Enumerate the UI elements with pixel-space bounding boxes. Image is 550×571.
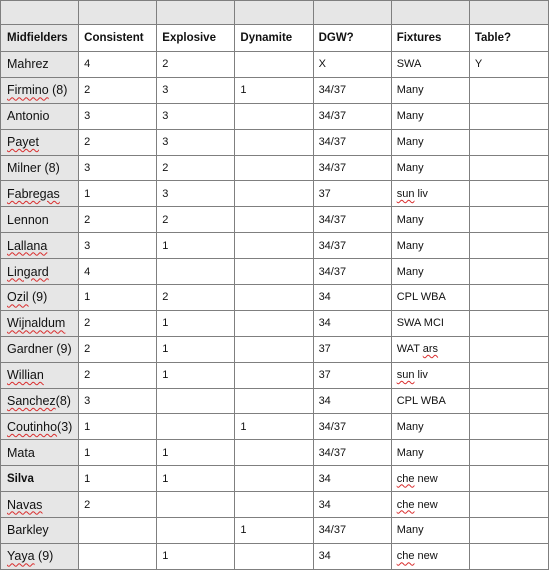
blank-top-row <box>1 1 549 25</box>
table-cell[interactable] <box>469 259 548 285</box>
consistent-cell[interactable]: 1 <box>79 181 157 207</box>
table-row <box>1 259 549 285</box>
player-name-cell[interactable] <box>1 259 79 285</box>
explosive-cell[interactable]: 1 <box>157 362 235 388</box>
dgw-cell[interactable]: 34 <box>313 492 391 518</box>
spellcheck-underline: sun <box>396 369 415 382</box>
fixtures-cell[interactable]: che new <box>391 543 469 569</box>
dynamite-cell[interactable] <box>235 362 313 388</box>
player-name-cell[interactable]: Silva <box>1 466 79 492</box>
dynamite-cell[interactable] <box>235 285 313 311</box>
table-cell[interactable] <box>469 155 548 181</box>
explosive-cell[interactable]: 2 <box>157 207 235 233</box>
consistent-cell[interactable]: 1 <box>79 285 157 311</box>
table-row <box>1 103 549 129</box>
dynamite-cell[interactable] <box>235 440 313 466</box>
explosive-cell[interactable]: 1 <box>157 466 235 492</box>
explosive-cell[interactable] <box>157 388 235 414</box>
spellcheck-underline: Sanchez <box>7 394 56 409</box>
dgw-cell[interactable]: 34/37 <box>313 440 391 466</box>
dynamite-cell[interactable] <box>235 466 313 492</box>
dynamite-cell[interactable]: 1 <box>235 414 313 440</box>
fixtures-cell[interactable]: Many <box>391 414 469 440</box>
fixtures-cell[interactable]: Many <box>391 440 469 466</box>
spellcheck-underline: ars <box>422 343 439 356</box>
table-cell[interactable] <box>469 336 548 362</box>
table-row <box>1 388 549 414</box>
consistent-cell[interactable]: 2 <box>79 129 157 155</box>
consistent-cell[interactable]: 4 <box>79 259 157 285</box>
table-cell[interactable] <box>469 466 548 492</box>
table-row <box>1 181 549 207</box>
fixtures-cell[interactable]: Many <box>391 233 469 259</box>
explosive-cell[interactable] <box>157 518 235 544</box>
spellcheck-underline: che <box>396 472 415 485</box>
spellcheck-underline: sun <box>396 187 415 200</box>
blank-cell[interactable] <box>79 1 157 25</box>
dgw-cell[interactable]: 34/37 <box>313 207 391 233</box>
blank-cell[interactable] <box>469 1 548 25</box>
spellcheck-underline: che <box>396 550 415 563</box>
table-row <box>1 543 549 569</box>
table-row <box>1 362 549 388</box>
table-cell[interactable] <box>469 518 548 544</box>
dynamite-cell[interactable]: 1 <box>235 518 313 544</box>
dynamite-cell[interactable] <box>235 155 313 181</box>
table-cell[interactable] <box>469 77 548 103</box>
player-name-cell[interactable] <box>1 129 79 155</box>
table-row <box>1 233 549 259</box>
table-cell[interactable] <box>469 285 548 311</box>
table-row <box>1 207 549 233</box>
explosive-cell[interactable]: 3 <box>157 129 235 155</box>
dynamite-cell[interactable] <box>235 233 313 259</box>
table-cell[interactable] <box>469 129 548 155</box>
dynamite-cell[interactable] <box>235 129 313 155</box>
player-name-cell[interactable]: Yaya (9) <box>1 543 79 569</box>
explosive-cell[interactable] <box>157 492 235 518</box>
consistent-cell[interactable]: 3 <box>79 155 157 181</box>
player-name-cell[interactable]: Gardner (9) <box>1 336 79 362</box>
consistent-cell[interactable]: 2 <box>79 492 157 518</box>
explosive-cell[interactable]: 1 <box>157 336 235 362</box>
blank-cell[interactable] <box>157 1 235 25</box>
consistent-cell[interactable]: 3 <box>79 233 157 259</box>
spellcheck-underline: Navas <box>7 497 43 512</box>
player-name-cell[interactable]: Mata <box>1 440 79 466</box>
dgw-cell[interactable]: 34/37 <box>313 259 391 285</box>
dgw-cell[interactable]: X <box>313 52 391 78</box>
consistent-cell[interactable] <box>79 518 157 544</box>
explosive-cell[interactable] <box>157 414 235 440</box>
dgw-cell[interactable]: 37 <box>313 181 391 207</box>
player-name-cell[interactable] <box>1 233 79 259</box>
table-row <box>1 440 549 466</box>
fixtures-cell[interactable]: Many <box>391 129 469 155</box>
dgw-cell[interactable]: 34/37 <box>313 518 391 544</box>
player-name-cell[interactable]: Coutinho(3) <box>1 414 79 440</box>
fixtures-cell[interactable]: che new <box>391 466 469 492</box>
table-cell[interactable] <box>469 543 548 569</box>
fixtures-cell[interactable]: Many <box>391 77 469 103</box>
consistent-cell[interactable]: 2 <box>79 362 157 388</box>
table-cell[interactable] <box>469 233 548 259</box>
player-name-cell[interactable] <box>1 181 79 207</box>
fixtures-cell[interactable]: WAT ars <box>391 336 469 362</box>
table-cell[interactable] <box>469 103 548 129</box>
table-row <box>1 466 549 492</box>
dynamite-cell[interactable] <box>235 543 313 569</box>
table-row <box>1 155 549 181</box>
spellcheck-underline: Coutinho <box>7 419 58 434</box>
fixtures-cell[interactable]: Many <box>391 103 469 129</box>
dgw-cell[interactable]: 34/37 <box>313 129 391 155</box>
consistent-cell[interactable]: 1 <box>79 414 157 440</box>
dynamite-cell[interactable] <box>235 492 313 518</box>
explosive-cell[interactable]: 1 <box>157 440 235 466</box>
player-name-cell[interactable]: Ozil (9) <box>1 285 79 311</box>
player-name-cell[interactable] <box>1 310 79 336</box>
player-name-cell[interactable]: Barkley <box>1 518 79 544</box>
spellcheck-underline: Payet <box>7 135 39 150</box>
dynamite-cell[interactable] <box>235 336 313 362</box>
blank-cell[interactable] <box>235 1 313 25</box>
table-row <box>1 77 549 103</box>
dgw-cell[interactable]: 34/37 <box>313 414 391 440</box>
fixtures-cell[interactable]: Many <box>391 259 469 285</box>
table-row <box>1 310 549 336</box>
dynamite-cell[interactable] <box>235 388 313 414</box>
dgw-cell[interactable]: 34/37 <box>313 155 391 181</box>
header-dynamite[interactable]: Dynamite <box>235 25 313 52</box>
fixtures-cell[interactable]: CPL WBA <box>391 285 469 311</box>
explosive-cell[interactable]: 2 <box>157 285 235 311</box>
dgw-cell[interactable]: 34 <box>313 285 391 311</box>
consistent-cell[interactable]: 2 <box>79 310 157 336</box>
explosive-cell[interactable]: 1 <box>157 543 235 569</box>
fixtures-cell[interactable]: che new <box>391 492 469 518</box>
spellcheck-underline: Willian <box>7 368 44 383</box>
player-name-cell[interactable]: Milner (8) <box>1 155 79 181</box>
explosive-cell[interactable] <box>157 259 235 285</box>
dynamite-cell[interactable] <box>235 259 313 285</box>
spellcheck-underline: Wijnaldum <box>7 316 66 331</box>
table-cell[interactable] <box>469 181 548 207</box>
explosive-cell[interactable]: 3 <box>157 181 235 207</box>
explosive-cell[interactable]: 3 <box>157 77 235 103</box>
dynamite-cell[interactable] <box>235 310 313 336</box>
player-name-cell[interactable] <box>1 362 79 388</box>
header-fixtures[interactable]: Fixtures <box>391 25 469 52</box>
blank-cell[interactable] <box>1 1 79 25</box>
player-name-cell[interactable]: Sanchez(8) <box>1 388 79 414</box>
blank-cell[interactable] <box>391 1 469 25</box>
table-row <box>1 129 549 155</box>
fixtures-cell[interactable]: sun liv <box>391 362 469 388</box>
table-row <box>1 518 549 544</box>
dgw-cell[interactable]: 34 <box>313 466 391 492</box>
dynamite-cell[interactable] <box>235 103 313 129</box>
dynamite-cell[interactable] <box>235 181 313 207</box>
fixtures-cell[interactable]: sun liv <box>391 181 469 207</box>
dgw-cell[interactable]: 34/37 <box>313 103 391 129</box>
dgw-cell[interactable]: 34 <box>313 310 391 336</box>
consistent-cell[interactable]: 4 <box>79 52 157 78</box>
explosive-cell[interactable]: 2 <box>157 52 235 78</box>
header-consistent[interactable]: Consistent <box>79 25 157 52</box>
player-name-cell[interactable]: Mahrez <box>1 52 79 78</box>
player-name-cell[interactable]: Firmino (8) <box>1 77 79 103</box>
dgw-cell[interactable]: 37 <box>313 362 391 388</box>
table-row <box>1 492 549 518</box>
header-row <box>1 25 549 52</box>
spellcheck-underline: Firmino <box>7 83 49 98</box>
table-cell[interactable] <box>469 388 548 414</box>
header-midfielders[interactable]: Midfielders <box>1 25 79 52</box>
table-cell[interactable] <box>469 310 548 336</box>
dgw-cell[interactable]: 34/37 <box>313 233 391 259</box>
spellcheck-underline: Yaya <box>7 549 35 564</box>
consistent-cell[interactable]: 3 <box>79 388 157 414</box>
dgw-cell[interactable]: 34 <box>313 388 391 414</box>
fixtures-cell[interactable]: SWA MCI <box>391 310 469 336</box>
fixtures-cell[interactable]: Many <box>391 155 469 181</box>
player-name-cell[interactable] <box>1 492 79 518</box>
header-explosive[interactable]: Explosive <box>157 25 235 52</box>
dgw-cell[interactable]: 34 <box>313 543 391 569</box>
spellcheck-underline: Fabregas <box>7 186 60 201</box>
table-cell[interactable] <box>469 492 548 518</box>
explosive-cell[interactable]: 3 <box>157 103 235 129</box>
table-row <box>1 336 549 362</box>
header-dgw[interactable]: DGW? <box>313 25 391 52</box>
dynamite-cell[interactable] <box>235 52 313 78</box>
table-cell[interactable] <box>469 207 548 233</box>
dgw-cell[interactable]: 34/37 <box>313 77 391 103</box>
dynamite-cell[interactable]: 1 <box>235 77 313 103</box>
consistent-cell[interactable]: 2 <box>79 207 157 233</box>
header-table[interactable]: Table? <box>469 25 548 52</box>
spellcheck-underline: Lallana <box>7 238 48 253</box>
player-name-cell[interactable]: Antonio <box>1 103 79 129</box>
table-cell[interactable] <box>469 440 548 466</box>
explosive-cell[interactable]: 1 <box>157 310 235 336</box>
spellcheck-underline: che <box>396 498 415 511</box>
dynamite-cell[interactable] <box>235 207 313 233</box>
consistent-cell[interactable]: 1 <box>79 466 157 492</box>
fixtures-cell[interactable]: CPL WBA <box>391 388 469 414</box>
explosive-cell[interactable]: 2 <box>157 155 235 181</box>
table-row <box>1 52 549 78</box>
consistent-cell[interactable]: 3 <box>79 103 157 129</box>
dgw-cell[interactable]: 37 <box>313 336 391 362</box>
table-row <box>1 414 549 440</box>
spellcheck-underline: Lingard <box>7 264 49 279</box>
consistent-cell[interactable]: 2 <box>79 336 157 362</box>
blank-cell[interactable] <box>313 1 391 25</box>
player-name-cell[interactable]: Lennon <box>1 207 79 233</box>
fixtures-cell[interactable]: Many <box>391 207 469 233</box>
consistent-cell[interactable]: 2 <box>79 77 157 103</box>
table-cell[interactable] <box>469 362 548 388</box>
consistent-cell[interactable] <box>79 543 157 569</box>
fixtures-cell[interactable]: SWA <box>391 52 469 78</box>
table-row <box>1 285 549 311</box>
consistent-cell[interactable]: 1 <box>79 440 157 466</box>
fixtures-cell[interactable]: Many <box>391 518 469 544</box>
table-cell[interactable] <box>469 414 548 440</box>
explosive-cell[interactable]: 1 <box>157 233 235 259</box>
spellcheck-underline: Ozil <box>7 290 29 305</box>
table-cell[interactable]: Y <box>469 52 548 78</box>
